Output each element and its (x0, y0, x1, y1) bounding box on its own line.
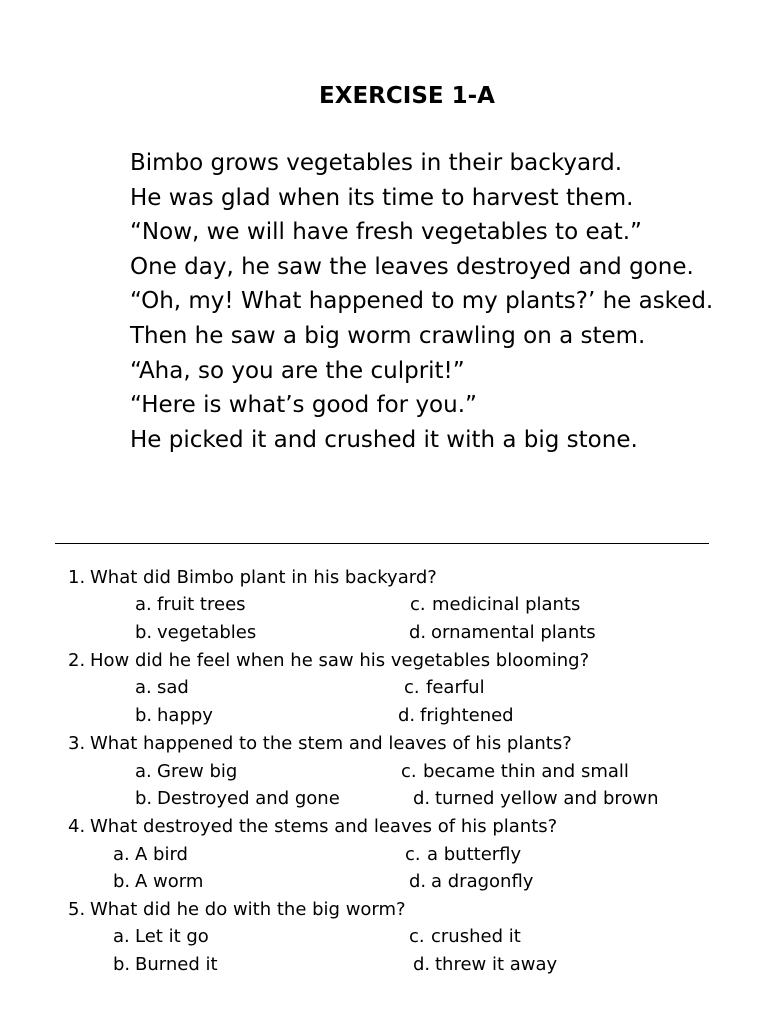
option-letter: d. (398, 705, 416, 726)
story-passage (45, 146, 725, 457)
option-letter: b. (135, 622, 153, 643)
option-text: became thin and small (423, 761, 629, 782)
option-letter: a. (113, 926, 130, 947)
option-letter: b. (135, 705, 153, 726)
answer-option (409, 925, 521, 949)
option-text: Burned it (135, 954, 218, 975)
question-2 (68, 649, 589, 673)
question-number: 5. (68, 899, 86, 920)
option-text: frightened (420, 705, 514, 726)
answer-option (398, 704, 514, 728)
option-text: a dragonfly (431, 871, 534, 892)
option-text: fruit trees (157, 594, 246, 615)
option-letter: c. (405, 844, 421, 865)
option-text: A bird (135, 844, 188, 865)
option-text: Grew big (157, 761, 238, 782)
answer-option (409, 621, 596, 645)
option-letter: a. (135, 594, 152, 615)
answer-option (135, 621, 256, 645)
question-4 (68, 815, 557, 839)
option-text: turned yellow and brown (435, 788, 659, 809)
question-text: How did he feel when he saw his vegetables blooming? (90, 650, 590, 671)
option-text: crushed it (431, 926, 521, 947)
option-letter: c. (409, 926, 425, 947)
option-text: medicinal plants (432, 594, 581, 615)
option-text: Let it go (135, 926, 209, 947)
story-paragraph: “Here is what’s good for you.” (130, 392, 477, 419)
answer-option (404, 676, 485, 700)
option-text: a butterfly (427, 844, 522, 865)
answer-option (135, 787, 340, 811)
question-text: What did Bimbo plant in his backyard? (90, 567, 437, 588)
question-1 (68, 566, 437, 590)
story-paragraph: Bimbo grows vegetables in their backyard. (130, 150, 623, 176)
option-text: ornamental plants (431, 622, 596, 643)
story-paragraph: He was glad when its time to harvest them. (130, 184, 634, 211)
answer-option (413, 787, 659, 811)
option-text: vegetables (157, 622, 257, 643)
answer-option (409, 870, 533, 894)
option-letter: a. (113, 844, 130, 865)
story-paragraph: “Oh, my! What happened to my plants?’ he asked. (130, 288, 714, 315)
exercise-title: EXERCISE 1-A (319, 83, 495, 109)
question-text: What destroyed the stems and leaves of his plants? (90, 816, 558, 837)
answer-option (113, 925, 209, 949)
question-text: What happened to the stem and leaves of his plants? (90, 733, 572, 754)
option-text: threw it away (435, 954, 558, 975)
story-paragraph: Then he saw a big worm crawling on a stem. (130, 322, 646, 349)
option-letter: a. (135, 677, 152, 698)
option-text: A worm (135, 871, 204, 892)
question-text: What did he do with the big worm? (90, 899, 406, 920)
answer-option (135, 676, 189, 700)
option-letter: d. (413, 954, 431, 975)
answer-option (113, 953, 218, 977)
question-number: 1. (68, 567, 86, 588)
story-paragraph: He picked it and crushed it with a big stone. (130, 426, 638, 453)
story-paragraph: “Now, we will have fresh vegetables to eat.” (130, 219, 642, 246)
answer-option (113, 843, 188, 867)
answer-option (401, 760, 629, 784)
option-letter: b. (113, 871, 131, 892)
option-text: Destroyed and gone (157, 788, 340, 809)
option-letter: d. (413, 788, 431, 809)
option-letter: c. (410, 594, 426, 615)
answer-option (405, 843, 521, 867)
question-number: 3. (68, 733, 86, 754)
answer-option (113, 870, 203, 894)
option-letter: d. (409, 622, 427, 643)
option-text: fearful (426, 677, 485, 698)
option-text: happy (157, 705, 213, 726)
question-number: 2. (68, 650, 86, 671)
option-letter: d. (409, 871, 427, 892)
question-3 (68, 732, 572, 756)
section-divider (55, 543, 709, 544)
answer-option (135, 704, 213, 728)
answer-option (135, 760, 237, 784)
question-number: 4. (68, 816, 86, 837)
option-text: sad (157, 677, 189, 698)
answer-option (410, 593, 580, 617)
option-letter: c. (404, 677, 420, 698)
question-5 (68, 898, 406, 922)
option-letter: b. (135, 788, 153, 809)
option-letter: b. (113, 954, 131, 975)
option-letter: c. (401, 761, 417, 782)
answer-option (135, 593, 246, 617)
story-paragraph: One day, he saw the leaves destroyed and gone. (130, 253, 694, 280)
answer-option (413, 953, 557, 977)
option-letter: a. (135, 761, 152, 782)
story-paragraph: “Aha, so you are the culprit!” (130, 357, 465, 384)
